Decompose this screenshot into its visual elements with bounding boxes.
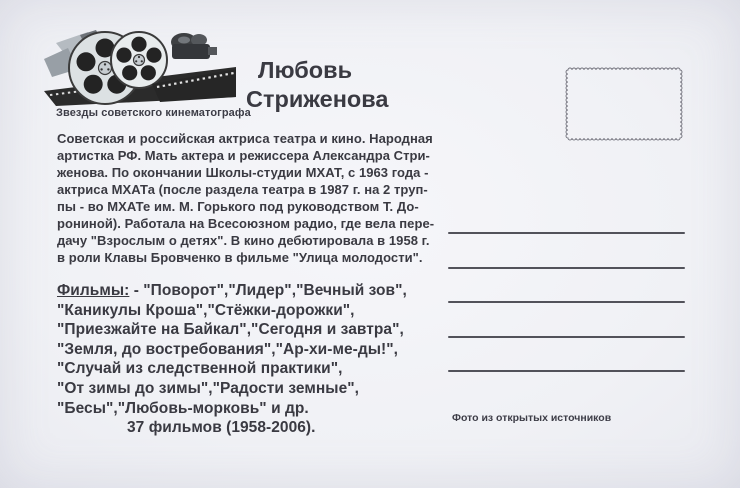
series-caption: Звезды советского кинематографа	[56, 107, 251, 119]
address-line	[448, 301, 685, 303]
bio-line: актриса МХАТа (после раздела театра в 1987 г. на 2 труп-	[57, 182, 428, 197]
bio-line: пы - во МХАТе им. М. Горького под руководством Т. До-	[57, 199, 419, 214]
photo-credit: Фото из открытых источников	[452, 412, 612, 424]
biography-text	[57, 130, 434, 266]
films-line: "Каникулы Кроша","Стёжки-дорожки",	[57, 301, 355, 319]
address-line	[448, 336, 685, 338]
bio-line: рониной). Работала на Всесоюзном радио, где вела пере-	[57, 216, 435, 231]
films-line: "Приезжайте на Байкал","Сегодня и завтра",	[57, 321, 404, 339]
bio-line: женова. По окончании Школы-студии МХАТ, с 1963 года -	[57, 165, 429, 180]
filmography-text	[57, 281, 407, 438]
films-line: "Случай из следственной практики",	[57, 360, 343, 378]
address-line	[448, 267, 685, 269]
films-line: "Бесы","Любовь-морковь" и др.	[57, 399, 309, 417]
bio-line: дачу "Взрослым о детях". В кино дебютировала в 1958 г.	[57, 233, 430, 248]
title-line2: Стриженова	[246, 86, 389, 112]
films-total-line: 37 фильмов (1958-2006).	[127, 419, 316, 437]
stamp-box	[566, 68, 682, 140]
film-reels-icon	[36, 27, 241, 107]
films-line: "От зимы до зимы","Радости земные",	[57, 379, 360, 397]
bio-line: Советская и российская актриса театра и кино. Народная	[57, 131, 433, 146]
address-line	[448, 370, 685, 372]
address-line	[448, 232, 685, 234]
bio-line: артистка РФ. Мать актера и режиссера Александра Стри-	[57, 148, 430, 163]
card-title	[246, 56, 388, 114]
bio-line: в роли Клавы Бровченко в фильме "Улица молодости".	[57, 250, 423, 265]
films-label: Фильмы:	[57, 282, 130, 299]
films-first-line	[57, 281, 407, 301]
films-first-line-rest: - "Поворот","Лидер","Вечный зов",	[129, 282, 407, 299]
films-line: "Земля, до востребования","Ар-хи-ме-ды!",	[57, 340, 398, 358]
title-line1: Любовь	[258, 57, 353, 83]
